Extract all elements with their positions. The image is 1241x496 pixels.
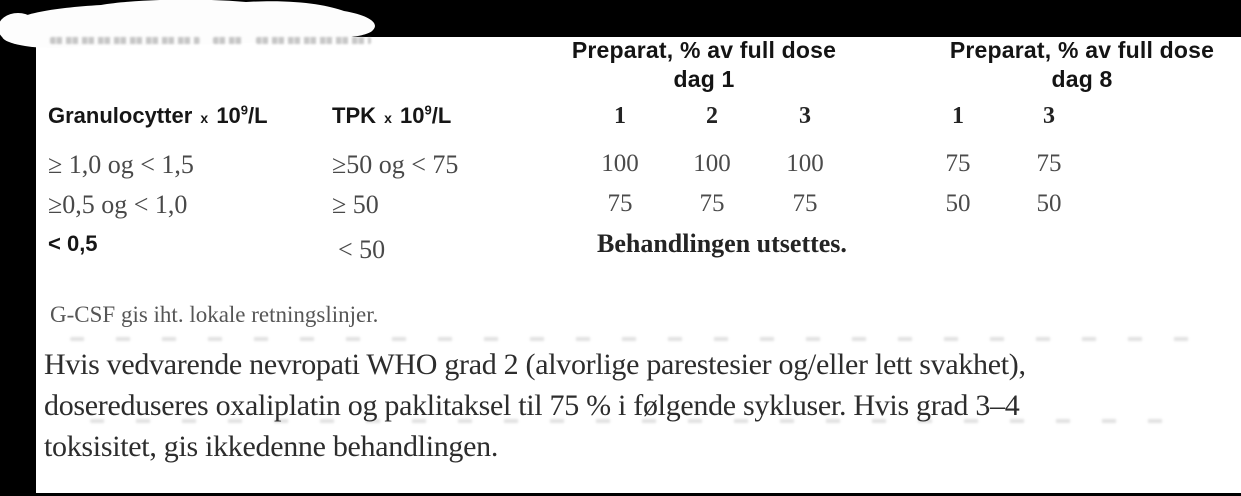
group-header-day8	[928, 36, 1236, 94]
row2-granulocytter: ≥0,5 og < 1,0	[48, 190, 188, 219]
row2-tpk: ≥ 50	[332, 190, 379, 219]
granulocytter-label: Granulocytter	[48, 103, 193, 128]
row2-day8-dose-3: 50	[1036, 190, 1062, 217]
group-header-day8-title: Preparat, % av full dose	[949, 37, 1215, 63]
left-black-border	[0, 0, 36, 496]
row2-day1-dose-2: 75	[699, 190, 725, 217]
smudge-segment	[256, 37, 371, 44]
smudge-segment	[213, 37, 243, 44]
faded-text-smudge	[50, 37, 380, 47]
row1-tpk: ≥50 og < 75	[332, 150, 459, 179]
row1-day8-dose-1: 75	[945, 150, 971, 177]
column-header-tpk	[332, 103, 451, 129]
granulocytter-times: x	[200, 110, 209, 126]
tpk-times: x	[384, 110, 392, 126]
row2-day1-dose-3: 75	[792, 190, 818, 217]
row1-day1-dose-2: 100	[693, 150, 731, 177]
day8-col-3-header: 3	[1043, 103, 1055, 129]
day1-col-3-header: 3	[799, 103, 811, 129]
row1-granulocytter: ≥ 1,0 og < 1,5	[48, 150, 194, 179]
column-header-granulocytter	[48, 103, 268, 129]
granulocytter-exponent: 9	[240, 102, 249, 118]
gcsf-footnote: G-CSF gis iht. lokale retningslinjer.	[50, 302, 379, 327]
neuropathy-paragraph	[44, 344, 1241, 467]
paragraph-line-2: dosereduseres oxaliplatin og paklitaksel til 75 % i følgende sykluser. Hvis grad 3–4	[44, 389, 1020, 422]
row3-granulocytter: < 0,5	[48, 231, 98, 256]
group-header-day1	[549, 36, 859, 94]
row3-treatment-note: Behandlingen utsettes.	[597, 229, 847, 258]
row2-day8-dose-1: 50	[945, 190, 971, 217]
smudge-segment	[50, 37, 200, 44]
scan-artifact	[70, 337, 1200, 341]
day1-col-1-header: 1	[614, 103, 626, 129]
row3-tpk: < 50	[338, 235, 386, 264]
granulocytter-unit: /L	[248, 103, 268, 128]
group-header-day1-sub: dag 1	[673, 66, 735, 92]
tpk-label: TPK	[332, 103, 376, 128]
granulocytter-base: 10	[216, 103, 241, 128]
group-header-day8-sub: dag 8	[1051, 66, 1113, 92]
tpk-base: 10	[400, 103, 425, 128]
row2-day1-dose-1: 75	[607, 190, 633, 217]
tpk-exponent: 9	[424, 102, 432, 118]
paragraph-line-1: Hvis vedvarende nevropati WHO grad 2 (alvorlige parestesier og/eller lett svakhet),	[44, 348, 1026, 381]
group-header-day1-title: Preparat, % av full dose	[571, 37, 837, 63]
paragraph-line-3: toksisitet, gis ikkedenne behandlingen.	[44, 430, 499, 463]
day1-col-2-header: 2	[706, 103, 718, 129]
row1-day1-dose-3: 100	[786, 150, 824, 177]
whiteout-blob	[0, 0, 396, 60]
day8-col-1-header: 1	[952, 103, 964, 129]
row1-day1-dose-1: 100	[601, 150, 639, 177]
row1-day8-dose-3: 75	[1036, 150, 1062, 177]
tpk-unit: /L	[431, 103, 452, 128]
